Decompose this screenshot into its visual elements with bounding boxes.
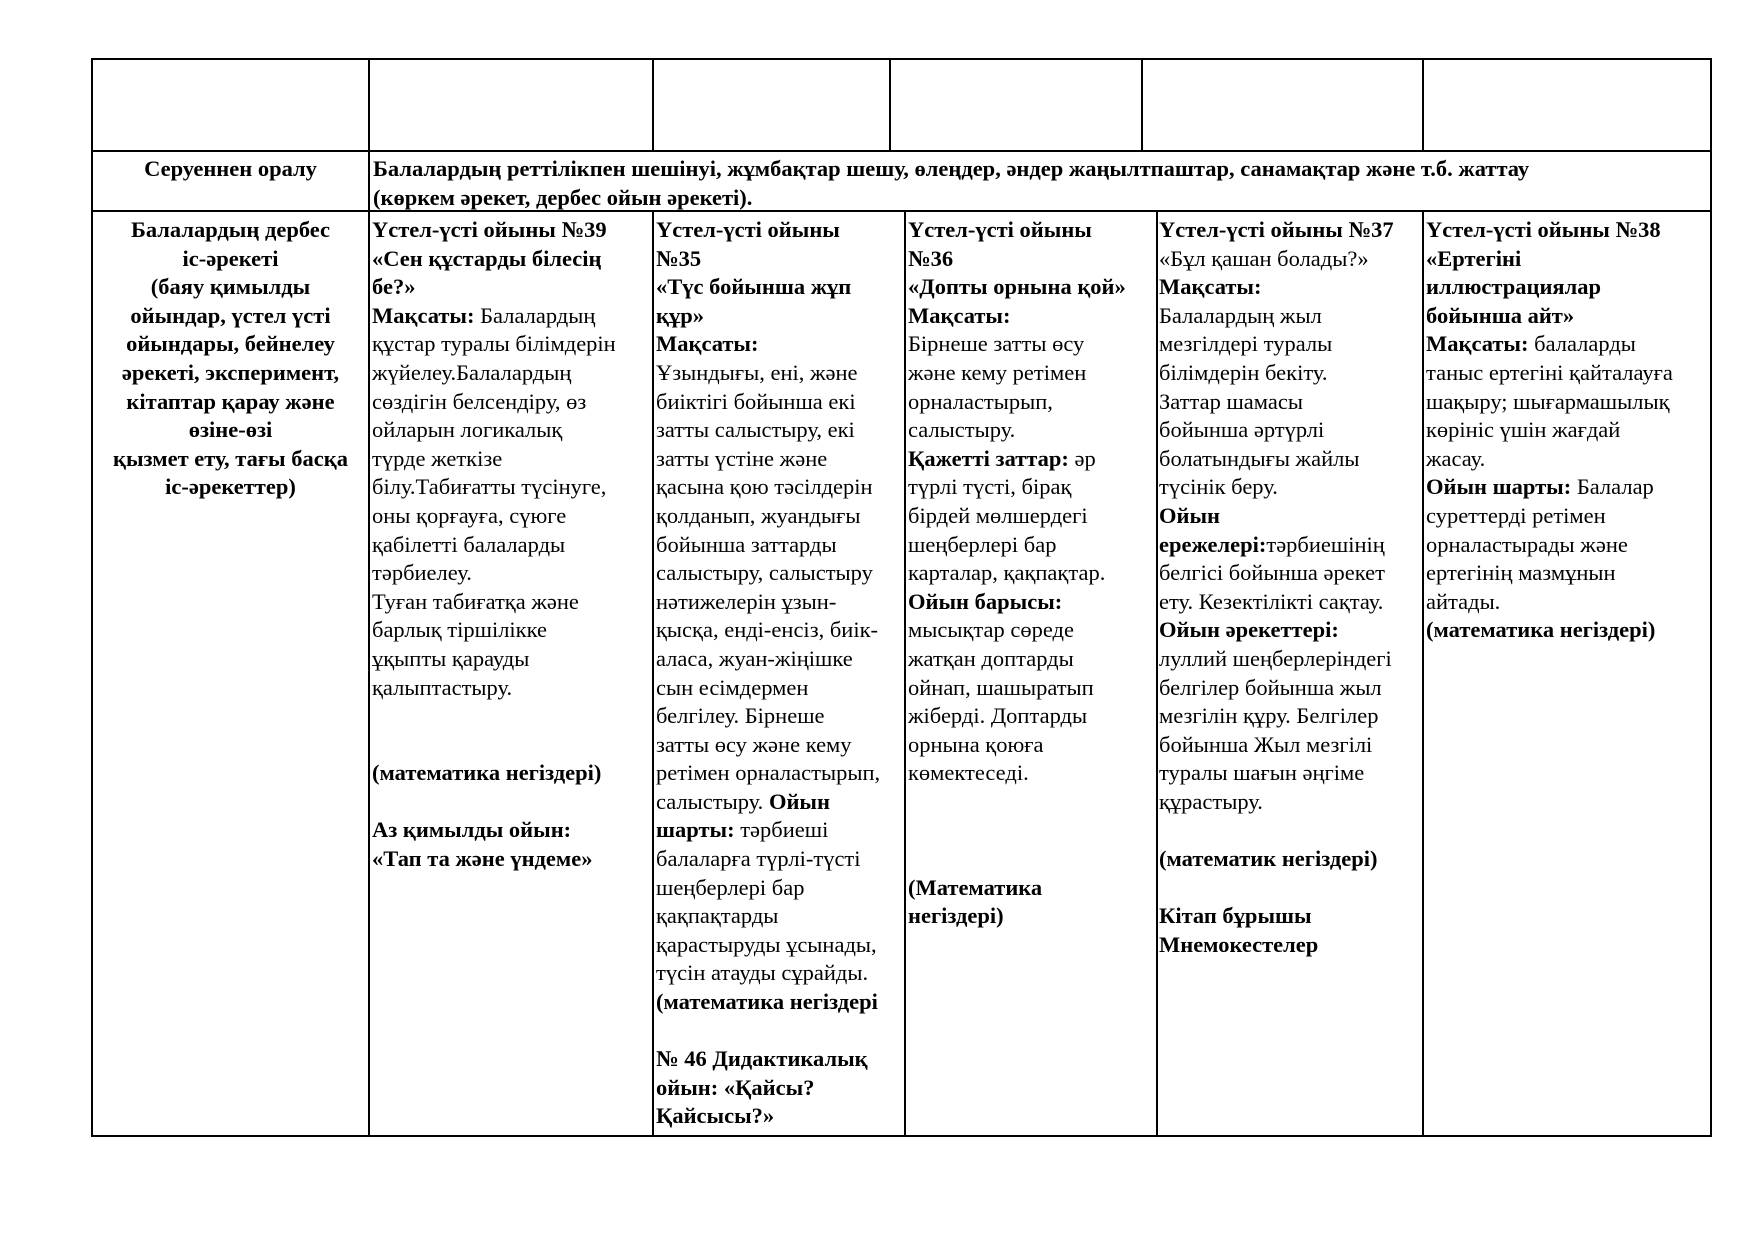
text-line: мезгілін құру. Белгілер (1159, 703, 1379, 729)
game-title: №36 (908, 245, 954, 271)
activity-title-line: әрекеті, эксперимент, (121, 359, 340, 385)
text-line: затты өсу және кему (656, 731, 852, 757)
text-line: жіберді. Доптарды (908, 703, 1088, 729)
return-walk-content-cell (373, 155, 1708, 212)
column-divider-bottom-4 (1156, 210, 1158, 1137)
return-walk-line-1: Балалардың реттілікпен шешінуі, жұмбақтар шешу, өлеңдер, әндер жаңылтпаштар, санамақтар және т.б. жаттау (373, 156, 1530, 181)
activity-title-line: ойындары, бейнелеу (126, 331, 335, 357)
return-walk-title: Серуеннен оралу (144, 156, 317, 181)
game-name: бойынша айт» (1426, 302, 1575, 328)
text-line: жасау. (1426, 445, 1486, 471)
subject-note: (математика негіздері (656, 989, 878, 1015)
activity-title-line: іс-әрекеттер) (165, 474, 296, 500)
text-line: Ұзындығы, ені, және (656, 359, 858, 385)
column-divider-label (368, 58, 370, 1137)
table-border-top (91, 58, 1712, 60)
text-line: карталар, қақпақтар. (908, 560, 1106, 586)
activity-title-line: іс-әрекеті (182, 245, 279, 271)
day-3-activity-cell (908, 216, 1154, 931)
game-title: №35 (656, 245, 702, 271)
game-title: Үстел-үсті ойыны (656, 217, 840, 242)
goal-label: Мақсаты: (656, 331, 759, 357)
row-divider-1 (91, 150, 1712, 152)
return-walk-line-2: (көркем әрекет, дербес ойын әрекеті). (373, 184, 753, 210)
text-line: туралы шағын әңгіме (1159, 760, 1365, 786)
game-title: Үстел-үсті ойыны №37 (1159, 217, 1394, 242)
text-line: бойынша әртүрлі (1159, 417, 1325, 443)
text-line: қысқа, енді-енсіз, биік- (656, 617, 878, 643)
subject-note: (Математика (908, 874, 1043, 900)
day-2-activity-cell (656, 216, 902, 1131)
activity-title-line: қызмет ету, тағы басқа (113, 445, 348, 471)
column-divider-top-3 (889, 58, 891, 152)
game-title: Аз қимылды ойын: (372, 817, 572, 843)
game-name: «Ертегіні (1426, 245, 1522, 271)
text-line: ойларын логикалық (372, 417, 563, 443)
text-line: құрастыру. (1159, 788, 1263, 814)
day-1-activity-cell (372, 216, 650, 874)
goal-label: Мақсаты: (1426, 331, 1529, 357)
materials-label: Қажетті заттар: (908, 445, 1069, 471)
rule-text: Балалар (1571, 474, 1654, 500)
text-line: шеңберлері бар (656, 874, 805, 900)
goal-text: Балалардың (474, 302, 596, 328)
rule-text: тәрбиеші (734, 817, 829, 843)
game-title: Үстел-үсті ойыны №39 (372, 217, 607, 242)
text-line: белгілеу. Бірнеше (656, 703, 825, 729)
text-line: аласа, жуан-жіңішке (656, 645, 853, 671)
goal-text: балаларды (1528, 331, 1636, 357)
game-name: «Түс бойынша жұп (656, 274, 852, 300)
text-line: қалыптастыру. (372, 674, 513, 700)
text-line: оны қорғауға, сүюге (372, 502, 567, 528)
text-line: мысықтар сөреде (908, 617, 1074, 643)
text-line: таныс ертегіні қайталауға (1426, 359, 1673, 385)
rules-label: Ойын (1159, 502, 1220, 528)
text-line: ойнап, шашыратып (908, 674, 1094, 700)
text-line: биіктігі бойынша екі (656, 388, 856, 414)
text-line: қолданып, жуандығы (656, 502, 861, 528)
actions-label: Ойын әрекеттері: (1159, 617, 1339, 643)
text-line: Туған табиғатқа және (372, 588, 579, 614)
text-line: затты үстіне және (656, 445, 828, 471)
table-border-bottom (91, 1135, 1712, 1137)
text-line: түсін атауды сұрайды. (656, 960, 869, 986)
text-line: қабілетті балаларды (372, 531, 566, 557)
corner-title: Мнемокестелер (1159, 931, 1319, 957)
goal-label: Мақсаты: (1159, 274, 1262, 300)
game-progress-label: Ойын барысы: (908, 588, 1063, 614)
day-5-activity-cell (1426, 216, 1708, 645)
activity-title-cell (93, 216, 368, 502)
text-line: орнына қоюға (908, 731, 1044, 757)
game-name: «Бұл қашан болады?» (1159, 245, 1369, 271)
day-4-activity-cell (1159, 216, 1421, 959)
materials-text: әр (1068, 445, 1096, 471)
subject-note: (математика негіздері) (372, 760, 602, 786)
game-title: Үстел-үсті ойыны №38 (1426, 217, 1661, 242)
text-line: сын есімдермен (656, 674, 809, 700)
text-line: белгілер бойынша жыл (1159, 674, 1382, 700)
column-divider-top-4 (1141, 58, 1143, 152)
game-name: «Сен құстарды білесің (372, 245, 602, 271)
game-name: құр» (656, 302, 704, 328)
text-line: бойынша заттарды (656, 531, 837, 557)
text-line: салыстыру, салыстыру (656, 560, 873, 586)
text-line: шеңберлері бар (908, 531, 1057, 557)
rules-text: тәрбиешінің (1266, 531, 1385, 557)
text-line: салыстыру. (908, 417, 1016, 443)
column-divider-top-2 (652, 58, 654, 152)
rule-label: Ойын (768, 788, 830, 814)
return-walk-title-cell (93, 155, 368, 184)
column-divider-top-5 (1422, 58, 1424, 152)
text-line: Балалардың жыл (1159, 302, 1322, 328)
game-name: Қайсысы?» (656, 1103, 775, 1129)
game-name: бе?» (372, 274, 416, 300)
goal-label: Мақсаты: (372, 302, 475, 328)
text-line: ұқыпты қарауды (372, 645, 530, 671)
activity-title-line: ойындар, үстел үсті (130, 302, 331, 328)
text-line: ретімен орналастырып, (656, 760, 881, 786)
column-divider-bottom-5 (1422, 210, 1424, 1137)
text-line: білу.Табиғатты түсінуге, (372, 474, 607, 500)
text-line: түрде жеткізе (372, 445, 503, 471)
text-line: жүйелеу.Балалардың (372, 359, 572, 385)
text-line: тәрбиелеу. (372, 560, 472, 586)
activity-title-line: кітаптар қарау және (126, 388, 335, 414)
text-line: орналастырып, (908, 388, 1053, 414)
game-title: Үстел-үсті ойыны (908, 217, 1092, 242)
text-line: түрлі түсті, бірақ (908, 474, 1072, 500)
column-divider-bottom-3 (904, 210, 906, 1137)
game-name: «Тап та және үндеме» (372, 846, 593, 872)
text-line: орналастырады және (1426, 531, 1628, 557)
text-line: барлық тіршілікке (372, 617, 547, 643)
subject-note: (математика негіздері) (1426, 617, 1656, 643)
text-line: Заттар шамасы (1159, 388, 1303, 414)
text-line: білімдерін бекіту. (1159, 359, 1328, 385)
text-line: түсінік беру. (1159, 474, 1278, 500)
rule-label: Ойын шарты: (1426, 474, 1572, 500)
text-line: айтады. (1426, 588, 1501, 614)
text-line: сөздігін белсендіру, өз (372, 388, 587, 414)
activity-title-line: Балалардың дербес (130, 217, 331, 242)
activity-title-line: өзіне-өзі (188, 417, 273, 443)
text-line: және кему ретімен (908, 359, 1087, 385)
text-line: бірдей мөлшердегі (908, 502, 1088, 528)
text-line: белгісі бойынша әрекет (1159, 560, 1385, 586)
table-border-right (1710, 58, 1712, 1137)
text-line: қақпақтарды (656, 903, 779, 929)
text-line: жатқан доптарды (908, 645, 1074, 671)
text-line: қарастыруды ұсынады, (656, 931, 877, 957)
text-line: ертегінің мазмұнын (1426, 560, 1616, 586)
subject-note: (математик негіздері) (1159, 846, 1378, 872)
column-divider-bottom-2 (652, 210, 654, 1137)
text-line: қасына қою тәсілдерін (656, 474, 873, 500)
text-line: көрініс үшін жағдай (1426, 417, 1621, 443)
text-line: мезгілдері туралы (1159, 331, 1333, 357)
text-line: нәтижелерін ұзын- (656, 588, 837, 614)
game-name: ойын: «Қайсы? (656, 1074, 815, 1100)
game-name: «Допты орнына қой» (908, 274, 1126, 300)
text-line: көмектеседі. (908, 760, 1029, 786)
text-line: салыстыру. (656, 788, 769, 814)
text-line: ету. Кезектілікті сақтау. (1159, 588, 1384, 614)
rules-label: ережелері: (1159, 531, 1267, 557)
text-line: болатындығы жайлы (1159, 445, 1360, 471)
text-line: шақыру; шығармашылық (1426, 388, 1670, 414)
text-line: Бірнеше затты өсу (908, 331, 1085, 357)
text-line: құстар туралы білімдерін (372, 331, 616, 357)
game-title: № 46 Дидактикалық (656, 1046, 868, 1072)
rule-label: шарты: (656, 817, 735, 843)
game-name: иллюстрациялар (1426, 274, 1601, 300)
text-line: суреттерді ретімен (1426, 502, 1606, 528)
corner-title: Кітап бұрышы (1159, 903, 1312, 929)
activity-title-line: (баяу қимылды (150, 274, 311, 300)
text-line: луллий шеңберлеріндегі (1159, 645, 1392, 671)
text-line: балаларға түрлі-түсті (656, 846, 861, 872)
goal-label: Мақсаты: (908, 302, 1011, 328)
subject-note: негіздері) (908, 903, 1004, 929)
text-line: затты салыстыру, екі (656, 417, 855, 443)
text-line: бойынша Жыл мезгілі (1159, 731, 1373, 757)
